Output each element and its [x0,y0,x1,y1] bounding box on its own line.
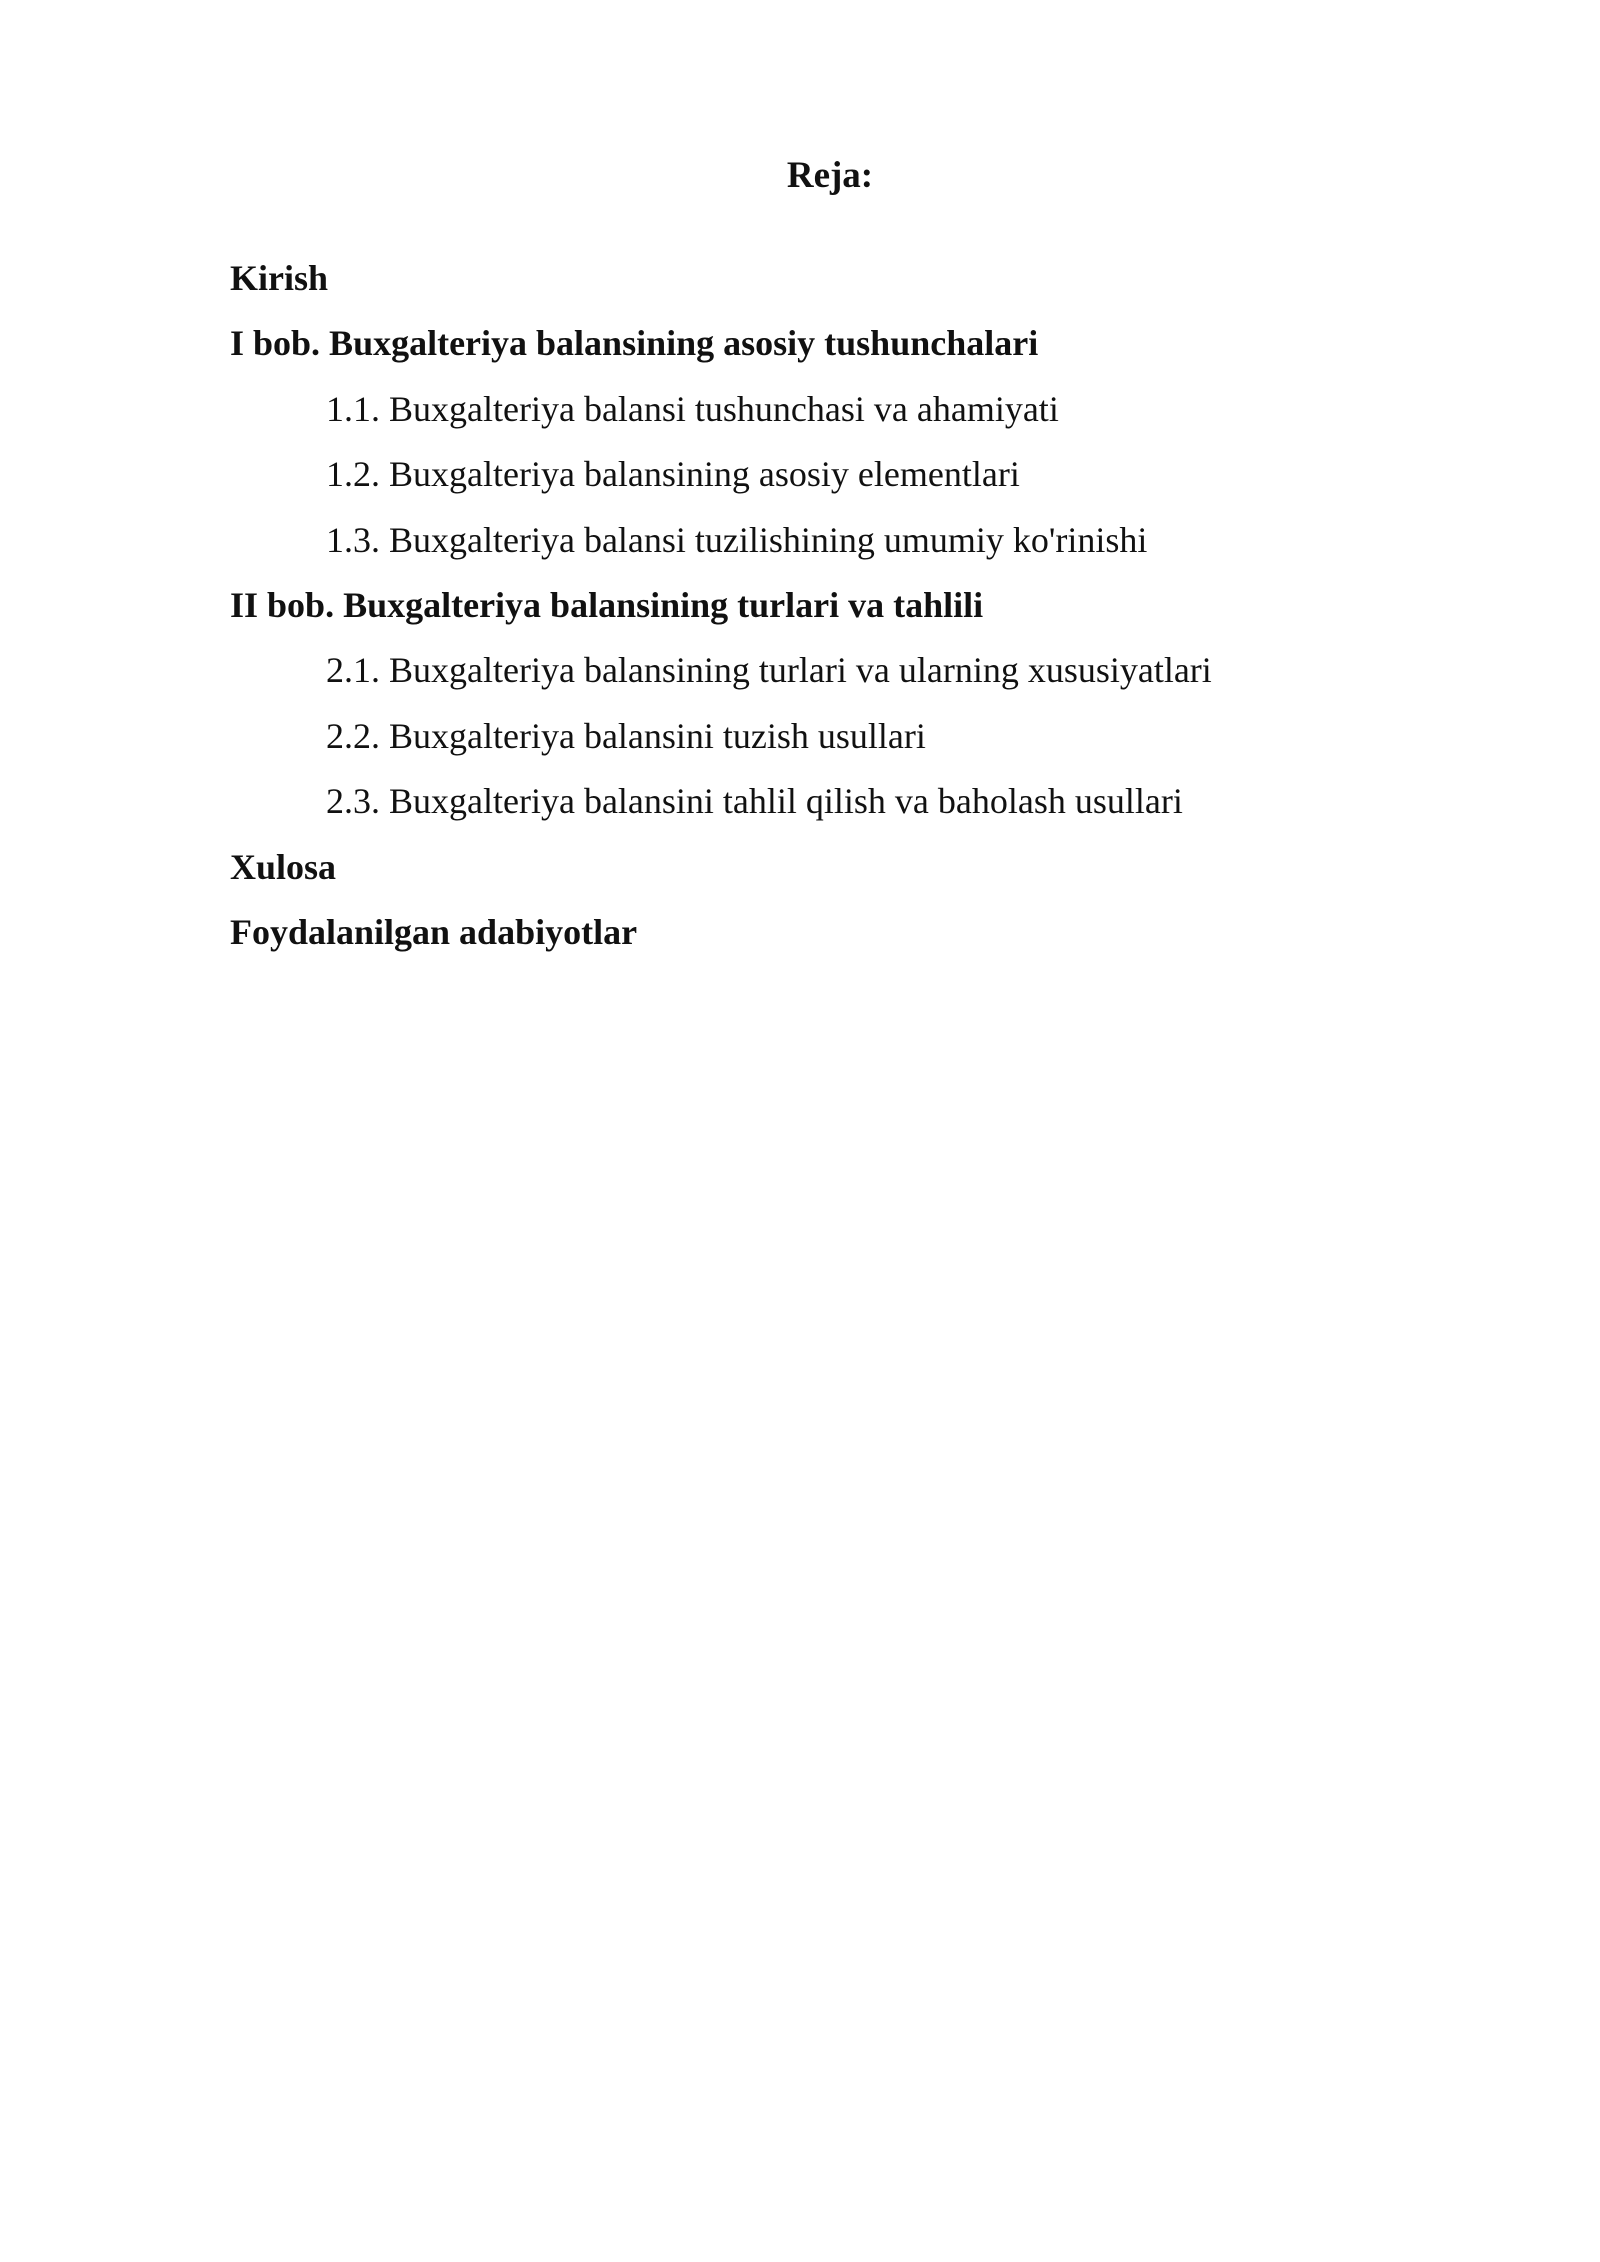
toc-section-2-3: 2.3. Buxgalteriya balansini tahlil qilish va baholash usullari [326,781,1183,822]
toc-section-1-3: 1.3. Buxgalteriya balansi tuzilishining umumiy ko'rinishi [326,519,1148,560]
toc-section-1-1: 1.1. Buxgalteriya balansi tushunchasi va ahamiyati [326,388,1059,429]
toc-section-1-2: 1.2. Buxgalteriya balansining asosiy elementlari [326,454,1020,495]
toc-chapter-2: II bob. Buxgalteriya balansining turlari va tahlili [230,584,984,625]
toc-section-2-1: 2.1. Buxgalteriya balansining turlari va ularning xususiyatlari [326,650,1212,691]
toc-intro: Kirish [230,258,329,298]
toc-section-2-2: 2.2. Buxgalteriya balansini tuzish usullari [326,715,926,756]
table-of-contents [230,246,1430,965]
toc-conclusion: Xulosa [230,846,337,887]
toc-chapter-1: I bob. Buxgalteriya balansining asosiy tushunchalari [230,323,1039,364]
page-title: Reja: [786,155,874,196]
toc-references: Foydalanilgan adabiyotlar [230,911,638,952]
